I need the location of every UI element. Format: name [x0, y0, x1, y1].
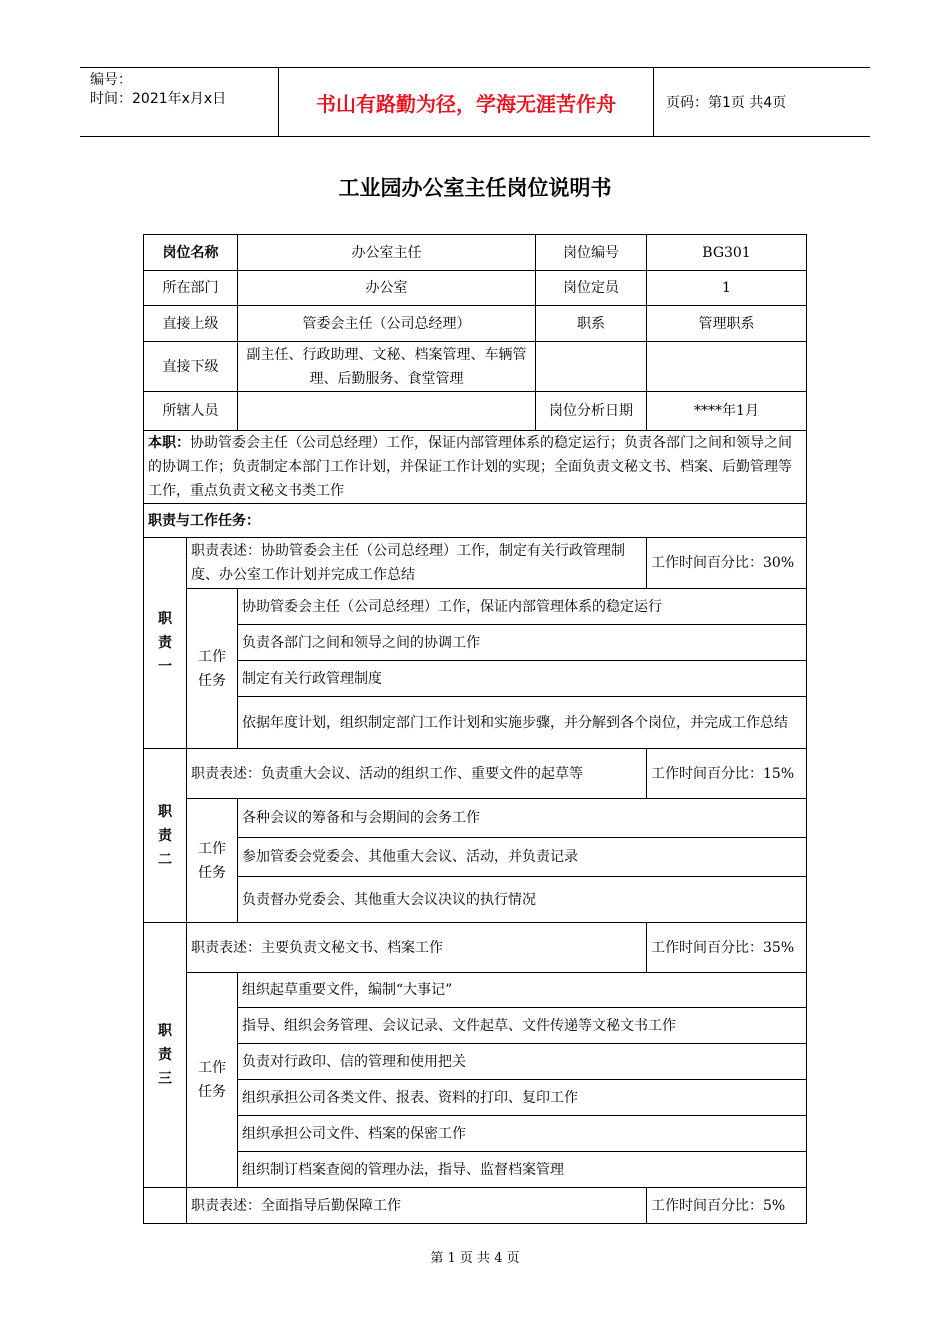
duty-3-label: 职 责 三 [144, 923, 187, 1188]
duty-3-task-label: 工作 任务 [187, 973, 238, 1188]
managed-label: 所辖人员 [144, 392, 238, 431]
duty-4-label [144, 1188, 187, 1224]
job-summary [144, 431, 807, 504]
superior-value: 管委会主任（公司总经理） [238, 306, 536, 342]
duty-1-label: 职 责 一 [144, 538, 187, 749]
duty-1-task-1: 协助管委会主任（公司总经理）工作，保证内部管理体系的稳定运行 [238, 589, 807, 625]
duty-3-percent: 工作时间百分比：35% [647, 923, 807, 973]
subordinate-label: 直接下级 [144, 342, 238, 392]
empty-cell [536, 342, 647, 392]
position-name-label: 岗位名称 [144, 235, 238, 271]
page-header [80, 67, 870, 137]
quota-label: 岗位定员 [536, 271, 647, 306]
analysis-date-value: ****年1月 [647, 392, 807, 431]
header-meta [80, 68, 278, 136]
document-title: 工业园办公室主任岗位说明书 [338, 176, 612, 200]
duty-3-statement: 职责表述：主要负责文秘文书、档案工作 [187, 923, 647, 973]
summary-text: 协助管委会主任（公司总经理）工作，保证内部管理体系的稳定运行；负责各部门之间和领导之间的协调工作；负责制定本部门工作计划，并保证工作计划的实现；全面负责文秘文书、档案、后勤管理等工作，重点负责文秘文书类工作 [148, 435, 792, 499]
analysis-date-label: 岗位分析日期 [536, 392, 647, 431]
duty-2-statement: 职责表述：负责重大会议、活动的组织工作、重要文件的起草等 [187, 749, 647, 799]
duty-2-percent: 工作时间百分比：15% [647, 749, 807, 799]
duty-2-task-label: 工作 任务 [187, 799, 238, 923]
code-label: 编号： [90, 72, 132, 88]
department-value: 办公室 [238, 271, 536, 306]
duty-3-task-4: 组织承担公司各类文件、报表、资料的打印、复印工作 [238, 1080, 807, 1116]
series-value: 管理职系 [647, 306, 807, 342]
duties-title: 职责与工作任务： [144, 504, 807, 538]
position-id-value: BG301 [647, 235, 807, 271]
duty-3-task-6: 组织制订档案查阅的管理办法，指导、监督档案管理 [238, 1152, 807, 1188]
page-footer: 第 1 页 共 4 页 [430, 1251, 520, 1266]
duty-2-label: 职 责 二 [144, 749, 187, 923]
date-label: 时间：2021年x月x日 [90, 91, 227, 107]
duty-1-task-4: 依据年度计划，组织制定部门工作计划和实施步骤，并分解到各个岗位，并完成工作总结 [238, 697, 807, 749]
job-description-table [143, 234, 807, 1224]
superior-label: 直接上级 [144, 306, 238, 342]
duty-1-percent: 工作时间百分比：30% [647, 538, 807, 589]
motto: 书山有路勤为径，学海无涯苦作舟 [278, 68, 654, 136]
duty-2-task-3: 负责督办党委会、其他重大会议决议的执行情况 [238, 877, 807, 923]
duty-1-task-3: 制定有关行政管理制度 [238, 661, 807, 697]
series-label: 职系 [536, 306, 647, 342]
duty-3-task-1: 组织起草重要文件，编制“大事记” [238, 973, 807, 1008]
department-label: 所在部门 [144, 271, 238, 306]
summary-label: 本职： [148, 435, 190, 451]
subordinate-value: 副主任、行政助理、文秘、档案管理、车辆管理、后勤服务、食堂管理 [238, 342, 536, 392]
duty-2-task-2: 参加管委会党委会、其他重大会议、活动，并负责记录 [238, 838, 807, 877]
duty-4-percent: 工作时间百分比：5% [647, 1188, 807, 1224]
position-name-value: 办公室主任 [238, 235, 536, 271]
duty-3-task-2: 指导、组织会务管理、会议记录、文件起草、文件传递等文秘文书工作 [238, 1008, 807, 1044]
quota-value: 1 [647, 271, 807, 306]
duty-3-task-3: 负责对行政印、信的管理和使用把关 [238, 1044, 807, 1080]
page-info: 页码：第1页 共4页 [666, 95, 787, 111]
position-id-label: 岗位编号 [536, 235, 647, 271]
duty-1-statement: 职责表述：协助管委会主任（公司总经理）工作，制定有关行政管理制度、办公室工作计划并完成工作总结 [187, 538, 647, 589]
duty-4-statement: 职责表述：全面指导后勤保障工作 [187, 1188, 647, 1224]
empty-cell [647, 342, 807, 392]
duty-1-task-2: 负责各部门之间和领导之间的协调工作 [238, 625, 807, 661]
duty-3-task-5: 组织承担公司文件、档案的保密工作 [238, 1116, 807, 1152]
duty-1-task-label: 工作 任务 [187, 589, 238, 749]
duty-2-task-1: 各种会议的筹备和与会期间的会务工作 [238, 799, 807, 838]
managed-value [238, 392, 536, 431]
